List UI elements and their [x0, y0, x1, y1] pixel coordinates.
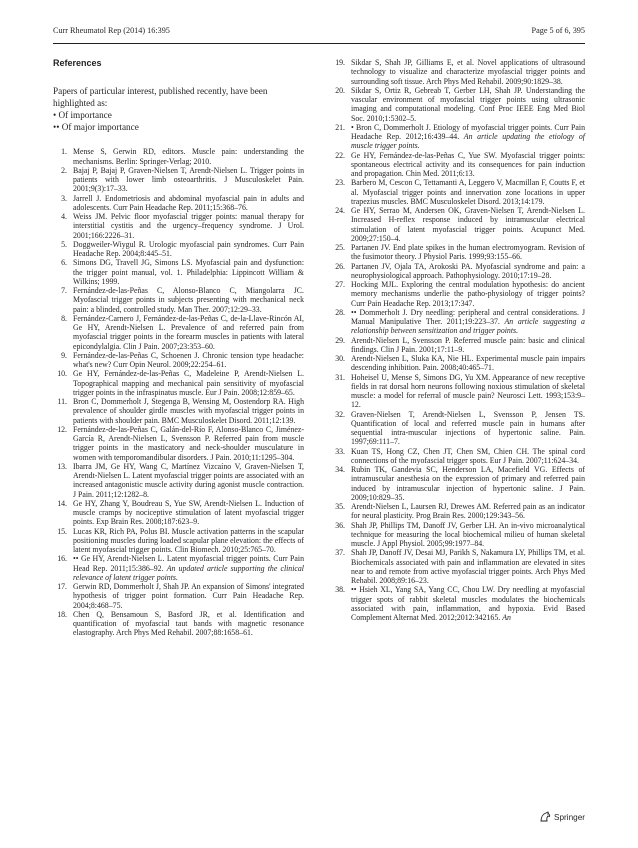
reference-body: Arendt-Nielsen L, Laursen RJ, Drewes AM. Referred pain as an indicator for neural plasticity. Prog Brain Res. 2000;129:343–56. [351, 502, 585, 521]
reference-text [351, 521, 585, 549]
journal-citation: Curr Rheumatol Rep (2014) 16:395 [53, 26, 170, 35]
reference-body: Gerwin RD, Dommerholt J, Shah JP. An expansion of Simons' integrated hypothesis of trigger point formation. Curr Pain Headache Rep. 2004;8:468–75. [73, 582, 304, 610]
reference-text [73, 351, 304, 369]
reference-item [53, 554, 304, 582]
reference-number: 13. [57, 461, 67, 471]
reference-text [351, 243, 585, 261]
reference-text [73, 425, 304, 462]
reference-text [351, 280, 585, 308]
reference-number: 4. [61, 212, 67, 222]
reference-text [73, 166, 304, 194]
reference-body: Lucas KR, Rich PA, Polus BI. Muscle activation patterns in the scapular positioning muscles during loaded scapular plane elevation: the effects of latent myofascial trigger points. Clin Biomech. 2010;25:765–70. [73, 526, 304, 555]
reference-number: 12. [57, 424, 67, 434]
reference-text [351, 465, 585, 502]
reference-body: Chen Q, Bensamoun S, Basford JR, et al. Identification and quantification of myofascial taut bands with magnetic resonance elastography. Arch Phys Med Rehabil. 2007;88:1658–61. [73, 609, 304, 638]
reference-item [331, 151, 585, 179]
reference-text [73, 286, 304, 314]
reference-text [351, 373, 585, 410]
reference-item [53, 147, 304, 166]
reference-body: Simons DG, Travell JG, Simons LS. Myofascial pain and dysfunction: the trigger point manual, vol. 1. Philadelphia: Lippincott William & Wilkins; 1999. [73, 258, 304, 286]
reference-number: 37. [335, 548, 345, 558]
reference-number: 19. [335, 58, 345, 67]
reference-number: 16. [57, 554, 67, 564]
reference-annotation: An updated article supporting the clinical relevance of latent trigger points. [73, 563, 304, 582]
reference-item [331, 465, 585, 502]
reference-body: Fernández-Carnero J, Fernández-de-las-Peñas C, de-la-Llave-Rincón AI, Ge HY, Arendt-Nielsen L. Prevalence of and referred pain from myofascial trigger points in the forearm muscles in patients with lateral epicondylalgia. Clin J Pain. 2007;23:353–60. [73, 313, 304, 351]
reference-number: 33. [335, 446, 345, 456]
reference-item [331, 178, 585, 206]
reference-item [331, 123, 585, 151]
reference-item [331, 548, 585, 585]
reference-number: 2. [61, 165, 67, 175]
reference-item [53, 610, 304, 638]
reference-body: Fernández-de-las-Peñas C, Alonso-Blanco C, Miangolarra JC. Myofascial trigger points in subjects presenting with mechanical neck pain: a blinded, controlled study. Man Ther. 2007;12:29–33. [73, 286, 304, 314]
reference-item [53, 194, 304, 213]
reference-item [53, 212, 304, 240]
reference-body: Kuan TS, Hong CZ, Chen JT, Chen SM, Chien CH. The spinal cord connections of the myofascial trigger spots. Eur J Pain. 2007;11:624–34. [351, 446, 585, 465]
right-column [331, 58, 585, 622]
reference-text [351, 308, 585, 336]
reference-number: 34. [335, 465, 345, 474]
reference-item [331, 86, 585, 123]
reference-text [351, 585, 585, 622]
reference-body: Doggweiler-Wiygul R. Urologic myofascial pain syndromes. Curr Pain Headache Rep. 2004;8:445–51. [73, 239, 304, 259]
reference-number: 38. [335, 585, 345, 595]
reference-number: 1. [61, 147, 67, 157]
reference-body: Graven-Nielsen T, Arendt-Nielsen L, Svensson P, Jensen TS. Quantification of local and referred muscle pain in humans after sequential intra-muscular injections of hypertonic saline. Pain. 1997;69:111–7. [351, 409, 585, 447]
reference-number: 3. [61, 193, 67, 203]
reference-number: 23. [335, 178, 345, 188]
reference-item [53, 240, 304, 259]
reference-item [53, 462, 304, 499]
reference-body: Sikdar S, Ortiz R, Gebreab T, Gerber LH, Shah JP. Understanding the vascular environment of myofascial trigger points using ultrasonic imaging and computational modeling. Conf Proc IEEE Eng Med Biol Soc. 2010;1:5302–5. [351, 85, 585, 123]
reference-text [73, 462, 304, 499]
reference-number: 6. [61, 258, 67, 268]
reference-number: 20. [335, 85, 345, 95]
reference-item [331, 447, 585, 466]
reference-body: •• Dommerholt J. Dry needling: peripheral and central considerations. J Manual Manipulative Ther. 2011;19:223–37. [351, 307, 585, 326]
reference-number: 15. [57, 526, 67, 536]
reference-number: 5. [61, 239, 67, 249]
reference-text [351, 354, 585, 372]
reference-annotation: An [502, 613, 511, 622]
reference-item [331, 585, 585, 622]
reference-number: 29. [335, 335, 345, 345]
reference-number: 30. [335, 354, 345, 363]
reference-text [73, 147, 304, 165]
reference-item [331, 280, 585, 308]
reference-item [331, 354, 585, 373]
reference-text [351, 58, 585, 86]
reference-number: 17. [57, 582, 67, 592]
reference-text [351, 502, 585, 520]
reference-body: Partanen JV, Ojala TA, Arokoski PA. Myofascial syndrome and pain: a neurophysiological approach. Pathophysiology. 2010;17:19–28. [351, 261, 585, 280]
reference-item [331, 521, 585, 549]
reference-body: Bron C, Dommerholt J, Stegenga B, Wensing M, Oostendorp RA. High prevalence of shoulder girdle muscles with myofascial trigger points in patients with shoulder pain. BMC Musculoskelet Disord. 2011;12:139. [73, 397, 304, 425]
legend-importance: • Of importance [53, 110, 112, 121]
reference-number: 28. [335, 307, 345, 317]
reference-text [73, 258, 304, 286]
reference-annotation: An article suggesting a relationship between sensitization and trigger points. [351, 317, 585, 336]
page-number: Page 5 of 6, 395 [531, 26, 585, 35]
reference-body: Fernández-de-las-Peñas C, Galán-del-Río F, Alonso-Blanco C, Jiménez-García R, Arendt-Nielsen L, Svensson P. Referred pain from muscle trigger points in the masticatory and neck-shoulder musculature in women with temporomandibular disorders. J Pain. 2010;11:1295–304. [73, 424, 304, 462]
reference-text [73, 554, 304, 582]
highlight-intro: Papers of particular interest, published recently, have been highlighted as: [53, 86, 268, 108]
reference-number: 21. [335, 122, 345, 132]
reference-item [53, 397, 304, 425]
reference-body: Shah JP, Phillips TM, Danoff JV, Gerber LH. An in-vivo microanalytical technique for measuring the local biochemical milieu of human skeletal muscle. J Appl Physiol. 2005;99:1977–84. [351, 520, 585, 548]
reference-body: Arendt-Nielsen L, Svensson P. Referred muscle pain: basic and clinical findings. Clin J Pain. 2001;17:11–9. [351, 335, 585, 354]
reference-list-right [331, 58, 585, 622]
references-heading: References [53, 58, 102, 68]
reference-item [53, 527, 304, 555]
reference-text [73, 194, 304, 212]
left-column [53, 58, 304, 638]
reference-item [53, 582, 304, 610]
reference-body: Rubin TK, Gandevia SC, Henderson LA, Macefield VG. Effects of intramuscular anesthesia on the expression of primary and referred pain induced by intramuscular injection of hypertonic saline. J Pain. 2009;10:829–35. [351, 465, 585, 502]
reference-item [331, 373, 585, 410]
reference-body: Shah JP, Danoff JV, Desai MJ, Parikh S, Nakamura LY, Phillips TM, et al. Biochemicals associated with pain and inflammation are elevated in sites near to and remote from active myofascial trigger points. Arch Phys Med Rehabil. 2008;89:16–23. [351, 548, 585, 585]
reference-text [73, 240, 304, 258]
reference-number: 22. [335, 150, 345, 160]
reference-number: 32. [335, 409, 345, 419]
reference-body: Hoheisel U, Mense S, Simons DG, Yu XM. Appearance of new receptive fields in rat dorsal horn neurons following noxious stimulation of skeletal muscle: a model for referral of muscle pain? Neurosci Lett. 1993;153:9–12. [351, 372, 585, 410]
reference-body: • Bron C, Dommerholt J. Etiology of myofascial trigger points. Curr Pain Headache Rep. 2012;16:439–44. [351, 122, 585, 141]
publisher-name: Springer [554, 812, 585, 822]
reference-body: Ge HY, Fernández-de-las-Peñas C, Madeleine P, Arendt-Nielsen L. Topographical mapping and mechanical pain sensitivity of myofascial trigger points in the infraspinatus muscle. Eur J Pain. 2008;12:859–65. [73, 369, 304, 397]
reference-body: •• Hsieh XL, Yang SA, Yang CC, Chou LW. Dry needling at myofascial trigger spots of rabbit skeletal muscles modulates the biochemicals associated with pain, inflammation, and hypoxia. Evid Based Complement Alternat Med. 2012;2012:342165. [351, 585, 585, 622]
reference-number: 36. [335, 520, 345, 530]
reference-text [73, 212, 304, 240]
reference-item [331, 502, 585, 521]
reference-text [73, 314, 304, 351]
springer-horse-icon [539, 811, 551, 823]
reference-text [351, 178, 585, 206]
reference-number: 7. [61, 286, 67, 296]
reference-body: Jarrell J. Endometriosis and abdominal myofascial pain in adults and adolescents. Curr Pain Headache Rep. 2011;15:368–76. [73, 193, 304, 212]
reference-number: 14. [57, 498, 67, 508]
reference-text [73, 499, 304, 527]
reference-body: Hocking MJL. Exploring the central modulation hypothesis: do ancient memory mechanisms underlie the patho-physiology of trigger points? Curr Pain Headache Rep. 2013;17:347. [351, 280, 585, 308]
reference-item [331, 308, 585, 336]
reference-text [351, 151, 585, 179]
reference-item [53, 499, 304, 527]
reference-item [331, 410, 585, 447]
reference-text [73, 610, 304, 638]
reference-number: 26. [335, 261, 345, 271]
reference-text [351, 548, 585, 585]
reference-body: Sikdar S, Shah JP, Gilliams E, et al. Novel applications of ultrasound technology to visualize and characterize myofascial trigger points and surrounding soft tissue. Arch Phys Med Rehabil. 2009;90:1829–38. [351, 58, 585, 86]
reference-number: 11. [57, 397, 67, 407]
reference-number: 35. [335, 502, 345, 511]
reference-body: Mense S, Gerwin RD, editors. Muscle pain: understanding the mechanisms. Berlin: Springer-Verlag; 2010. [73, 147, 304, 166]
reference-number: 18. [57, 609, 67, 619]
reference-body: Arendt-Nielsen L, Sluka KA, Nie HL. Experimental muscle pain impairs descending inhibition. Pain. 2008;40:465–71. [351, 354, 585, 373]
reference-body: Ge HY, Fernández-de-las-Peñas C, Yue SW. Myofascial trigger points: spontaneous electrical activity and its consequences for pain induction and propagation. Chin Med. 2011;6:13. [351, 150, 585, 178]
reference-item [331, 262, 585, 281]
reference-body: •• Ge HY, Arendt-Nielsen L. Latent myofascial trigger points. Curr Pain Head Rep. 2011;15:386–92. [73, 554, 304, 573]
reference-item [53, 369, 304, 397]
reference-text [73, 369, 304, 397]
reference-text [73, 582, 304, 610]
reference-text [351, 336, 585, 354]
reference-body: Bajaj P, Bajaj P, Graven-Nielsen T, Arendt-Nielsen L. Trigger points in patients with lower limb osteoarthritis. J Musculoskelet Pain. 2001;9(3):17–33. [73, 165, 304, 194]
reference-item [331, 243, 585, 262]
legend-major-importance: •• Of major importance [53, 121, 139, 132]
reference-number: 31. [335, 372, 345, 382]
reference-text [351, 206, 585, 243]
reference-text [73, 527, 304, 555]
reference-number: 10. [57, 369, 67, 379]
reference-number: 8. [61, 313, 67, 323]
reference-item [53, 258, 304, 286]
reference-body: Barbero M, Cescon C, Tettamanti A, Leggero V, Macmillan F, Coutts F, et al. Myofascial trigger points and innervation zone locations in upper trapezius muscles. BMC Musculoskelet Disord. 2013;14:179. [351, 178, 585, 206]
reference-body: Fernández-de-las-Peñas C, Schoenen J. Chronic tension type headache: what's new? Curr Opin Neurol. 2009;22:254–61. [73, 350, 304, 370]
reference-text [351, 447, 585, 465]
reference-item [53, 166, 304, 194]
reference-number: 9. [61, 350, 67, 360]
reference-text [351, 123, 585, 151]
reference-body: Weiss JM. Pelvic floor myofascial trigger points: manual therapy for interstitial cystitis and the urgency–frequency syndrome. J Urol. 2001;166:2226–31. [73, 212, 304, 240]
publisher-footer [539, 811, 585, 823]
header-rule [53, 43, 585, 44]
reference-text [351, 86, 585, 123]
reference-item [53, 425, 304, 462]
reference-annotation: An article updating the etiology of muscle trigger points. [351, 132, 585, 151]
reference-text [351, 410, 585, 447]
reference-item [53, 351, 304, 370]
reference-number: 24. [335, 206, 345, 215]
reference-text [351, 262, 585, 280]
reference-item [53, 286, 304, 314]
reference-body: Ge HY, Serrao M, Andersen OK, Graven-Nielsen T, Arendt-Nielsen L. Increased H-reflex response induced by intramuscular electrical stimulation of latent myofascial trigger points. Acupunct Med. 2009;27:150–4. [351, 206, 585, 243]
reference-item [331, 336, 585, 355]
reference-item [331, 206, 585, 243]
reference-body: Ibarra JM, Ge HY, Wang C, Martínez Vizcaíno V, Graven-Nielsen T, Arendt-Nielsen L. Latent myofascial trigger points are associated with an increased antagonistic muscle activity during agonist muscle contraction. J Pain. 2011;12:1282–8. [73, 461, 304, 499]
reference-item [331, 58, 585, 86]
reference-number: 25. [335, 243, 345, 252]
reference-text [73, 397, 304, 425]
reference-number: 27. [335, 280, 345, 289]
reference-item [53, 314, 304, 351]
reference-body: Ge HY, Zhang Y, Boudreau S, Yue SW, Arendt-Nielsen L. Induction of muscle cramps by nociceptive stimulation of latent myofascial trigger points. Exp Brain Res. 2008;187:623–9. [73, 498, 304, 527]
reference-list-left [53, 147, 304, 637]
reference-body: Partanen JV. End plate spikes in the human electromyogram. Revision of the fusimotor theory. J Physiol Paris. 1999;93:155–66. [351, 243, 585, 262]
